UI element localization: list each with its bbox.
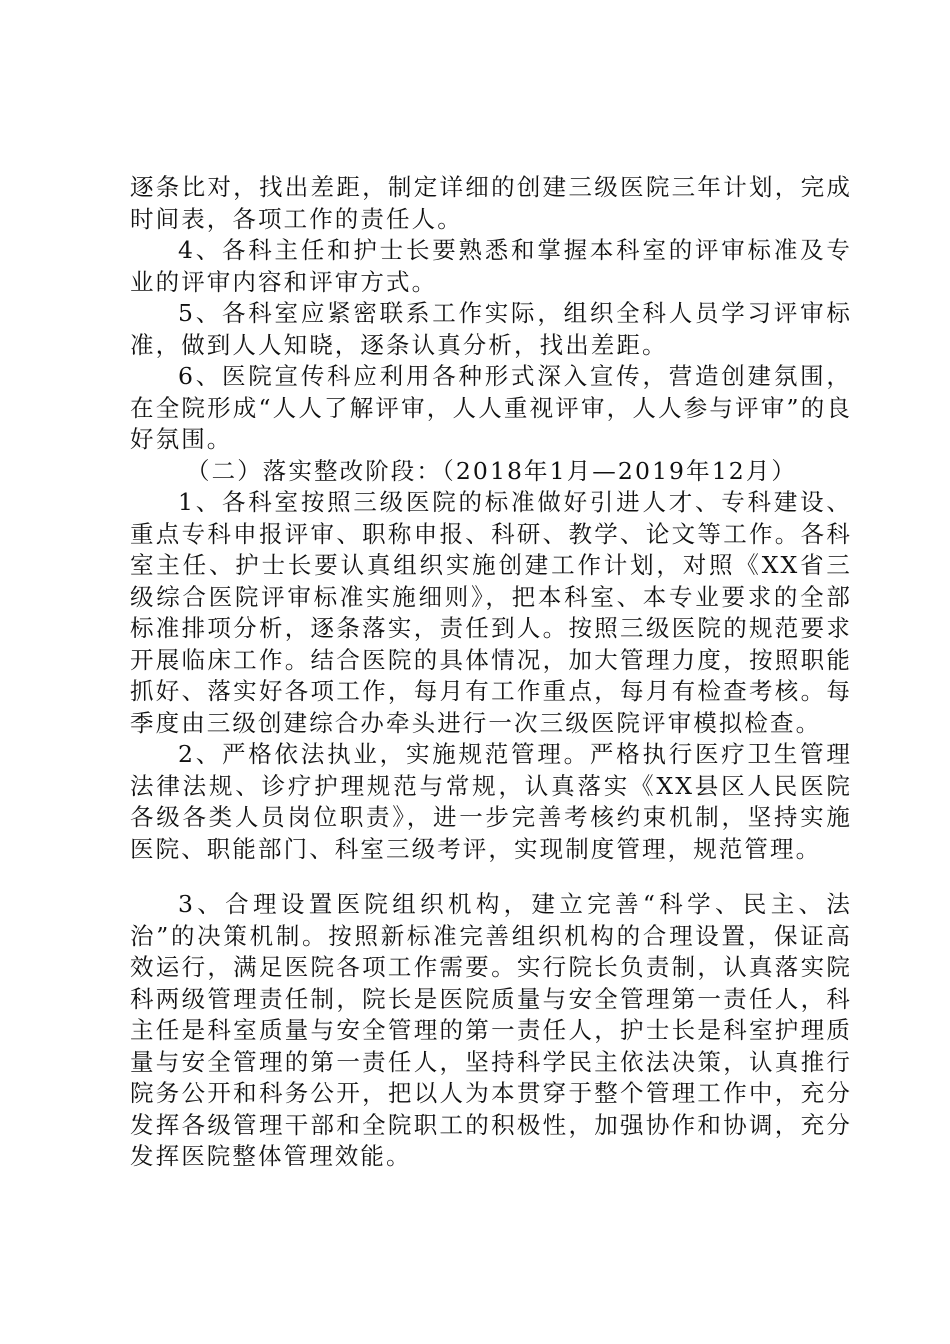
paragraph-phase2-item-2: 2、严格依法执业，实施规范管理。严格执行医疗卫生管理法律法规、诊疗护理规范与常规，认真落实《XX县区人民医院各级各类人员岗位职责》，进一步完善考核约束机制，坚持实施医院、职能部门、科室三级考评，实现制度管理，规范管理。 <box>130 740 852 863</box>
section-heading-phase-2: （二）落实整改阶段：（2018年1月—2019年12月） <box>186 456 798 485</box>
document-body <box>130 172 852 1173</box>
paragraph-continuation: 逐条比对，找出差距，制定详细的创建三级医院三年计划，完成时间表，各项工作的责任人。 <box>130 173 852 233</box>
paragraph-item-5: 5、各科室应紧密联系工作实际，组织全科人员学习评审标准，做到人人知晓，逐条认真分析，找出差距。 <box>130 299 852 359</box>
paragraph-item-4: 4、各科主任和护士长要熟悉和掌握本科室的评审标准及专业的评审内容和评审方式。 <box>130 236 852 296</box>
paragraph-phase2-item-3: 3、合理设置医院组织机构，建立完善“科学、民主、法治”的决策机制。按照新标准完善组织机构的合理设置，保证高效运行，满足医院各项工作需要。实行院长负责制，认真落实院科两级管理责任制，院长是医院质量与安全管理第一责任人，科主任是科室质量与安全管理的第一责任人，护士长是科室护理质量与安全管理的第一责任人，坚持科学民主依法决策，认真推行院务公开和科务公开，把以人为本贯穿于整个管理工作中，充分发挥各级管理干部和全院职工的积极性，加强协作和协调，充分发挥医院整体管理效能。 <box>130 890 852 1170</box>
paragraph-phase2-item-1: 1、各科室按照三级医院的标准做好引进人才、专科建设、重点专科申报评审、职称申报、科研、教学、论文等工作。各科室主任、护士长要认真组织实施创建工作计划，对照《XX省三级综合医院评审标准实施细则》，把本科室、本专业要求的全部标准排项分析，逐条落实，责任到人。按照三级医院的规范要求开展临床工作。结合医院的具体情况，加大管理力度，按照职能抓好、落实好各项工作，每月有工作重点，每月有检查考核。每季度由三级创建综合办牵头进行一次三级医院评审模拟检查。 <box>130 488 852 737</box>
paragraph-item-6: 6、医院宣传科应利用各种形式深入宣传，营造创建氛围，在全院形成“人人了解评审，人人重视评审，人人参与评审”的良好氛围。 <box>130 362 852 453</box>
